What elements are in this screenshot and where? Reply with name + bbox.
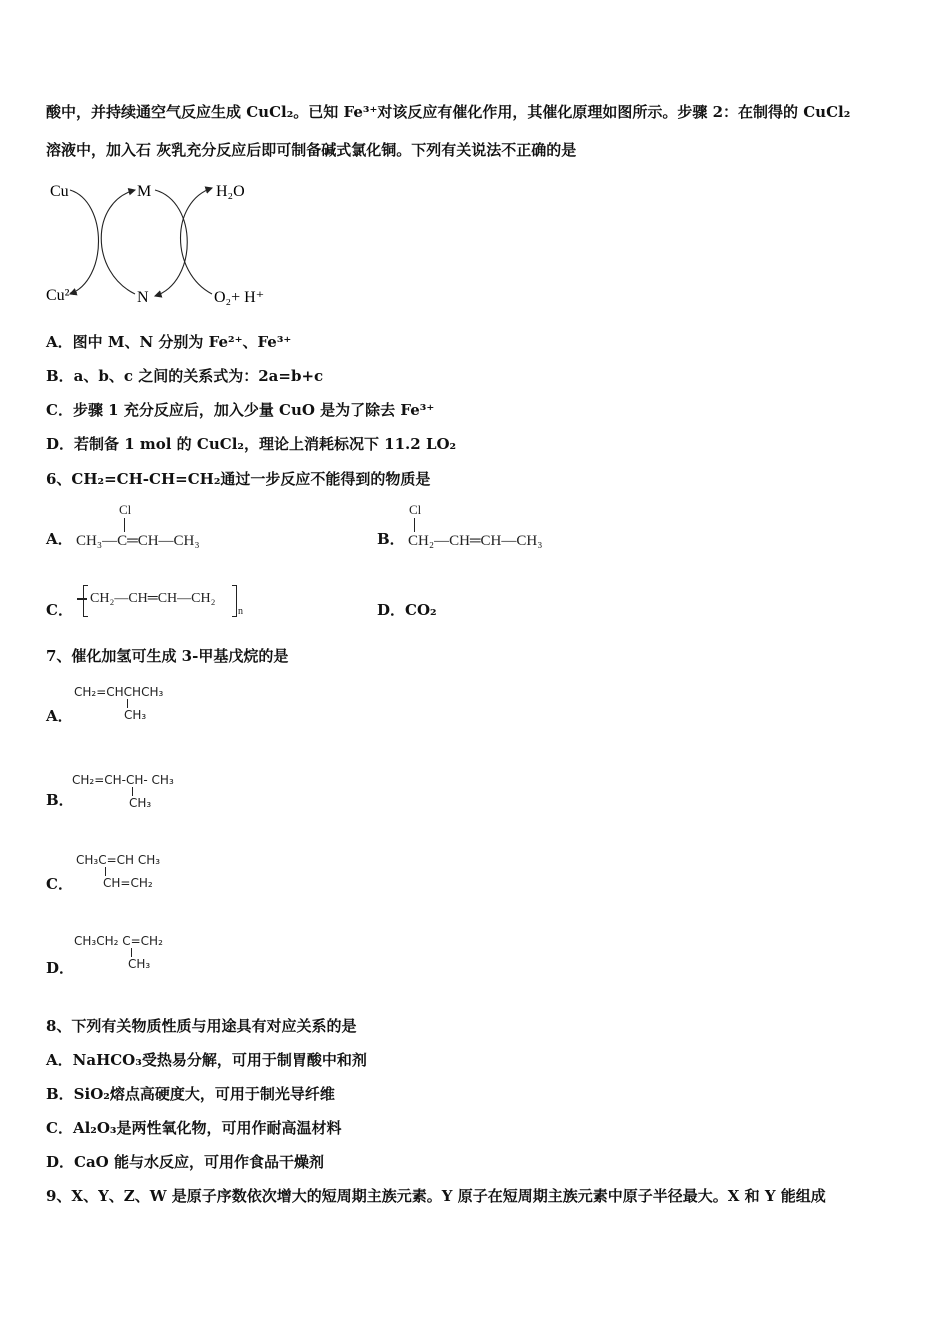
q5-option-c: C．步骤 1 充分反应后，加入少量 CuO 是为了除去 Fe³⁺: [46, 401, 435, 419]
label-n: N: [137, 289, 149, 306]
q8-option-c: C．Al₂O₃是两性氧化物，可用作耐高温材料: [46, 1119, 342, 1137]
q6-a-cl: Cl: [119, 502, 132, 517]
label-cu2: Cu²⁺: [46, 287, 78, 304]
q7-d-bottom: CH₃: [128, 957, 151, 971]
q5-option-d: D．若制备 1 mol 的 CuCl₂，理论上消耗标况下 11.2 LO₂: [46, 435, 457, 453]
intro-line-2: 溶液中，加入石 灰乳充分反应后即可制备碱式氯化铜。下列有关说法不正确的是: [46, 141, 577, 159]
q7-option-d-label: D．: [46, 959, 75, 977]
q6-option-d: D．CO₂: [377, 601, 437, 619]
q8-option-d: D．CaO 能与水反应，可用作食品干燥剂: [46, 1153, 324, 1171]
q7-option-c-label: C．: [46, 875, 73, 893]
q5-option-a: A．图中 M、N 分别为 Fe²⁺、Fe³⁺: [46, 333, 292, 351]
q6-option-a-label: A．: [46, 530, 73, 548]
label-cu: Cu: [50, 183, 69, 200]
q7-option-a-label: A．: [46, 707, 73, 725]
arc-m-to-n: [155, 190, 187, 296]
q6-b-formula: CH₂—CH═CH—CH₃: [408, 533, 543, 549]
arc-cu: [70, 190, 99, 294]
q9-stem: 9、X、Y、Z、W 是原子序数依次增大的短周期主族元素。Y 原子在短周期主族元素中原子半径最大。X 和 Y 能组成: [46, 1187, 826, 1205]
q7-c-bottom: CH=CH₂: [103, 876, 153, 890]
q6-a-bond: [124, 518, 125, 532]
q7-stem: 7、催化加氢可生成 3-甲基戊烷的是: [46, 647, 289, 665]
q7-d-top: CH₃CH₂ C=CH₂: [74, 934, 163, 948]
q6-a-formula: CH₃—C═CH—CH₃: [76, 533, 200, 549]
q8-option-b: B．SiO₂熔点高硬度大，可用于制光导纤维: [46, 1085, 335, 1103]
q6-c-bracket-right: [232, 585, 237, 617]
q7-a-bottom: CH₃: [124, 708, 147, 722]
arc-o2-to-h2o: [181, 188, 213, 294]
label-m: M: [137, 183, 152, 200]
q8-option-a: A．NaHCO₃受热易分解，可用于制胃酸中和剂: [46, 1051, 367, 1069]
label-h2o: H₂O: [216, 183, 245, 200]
q6-option-b-label: B．: [377, 530, 405, 548]
q6-option-c-label: C．: [46, 601, 73, 619]
label-o2h: O₂+ H⁺: [214, 289, 265, 306]
q8-stem: 8、下列有关物质性质与用途具有对应关系的是: [46, 1017, 357, 1035]
q6-b-bond: [414, 518, 415, 532]
q7-b-bottom: CH₃: [129, 796, 152, 810]
q7-a-top: CH₂=CHCHCH₃: [74, 685, 164, 699]
q7-c-top: CH₃C=CH CH₃: [76, 853, 161, 867]
q7-option-b-label: B．: [46, 791, 74, 809]
q6-c-formula: CH₂—CH═CH—CH₂: [90, 591, 216, 606]
q5-option-b: B．a、b、c 之间的关系式为：2a=b+c: [46, 367, 324, 385]
q6-stem: 6、CH₂=CH-CH=CH₂通过一步反应不能得到的物质是: [46, 470, 431, 488]
catalysis-cycle-diagram: [40, 172, 280, 312]
q6-c-subscript-n: n: [238, 606, 243, 617]
q7-b-top: CH₂=CH-CH- CH₃: [72, 773, 174, 787]
q6-c-bracket-left: [83, 585, 88, 617]
intro-line-1: 酸中，并持续通空气反应生成 CuCl₂。已知 Fe³⁺对该反应有催化作用，其催化原理如图所示。步骤 2：在制得的 CuCl₂: [46, 103, 851, 121]
arc-n-to-m: [101, 190, 135, 294]
q6-b-cl: Cl: [409, 502, 422, 517]
